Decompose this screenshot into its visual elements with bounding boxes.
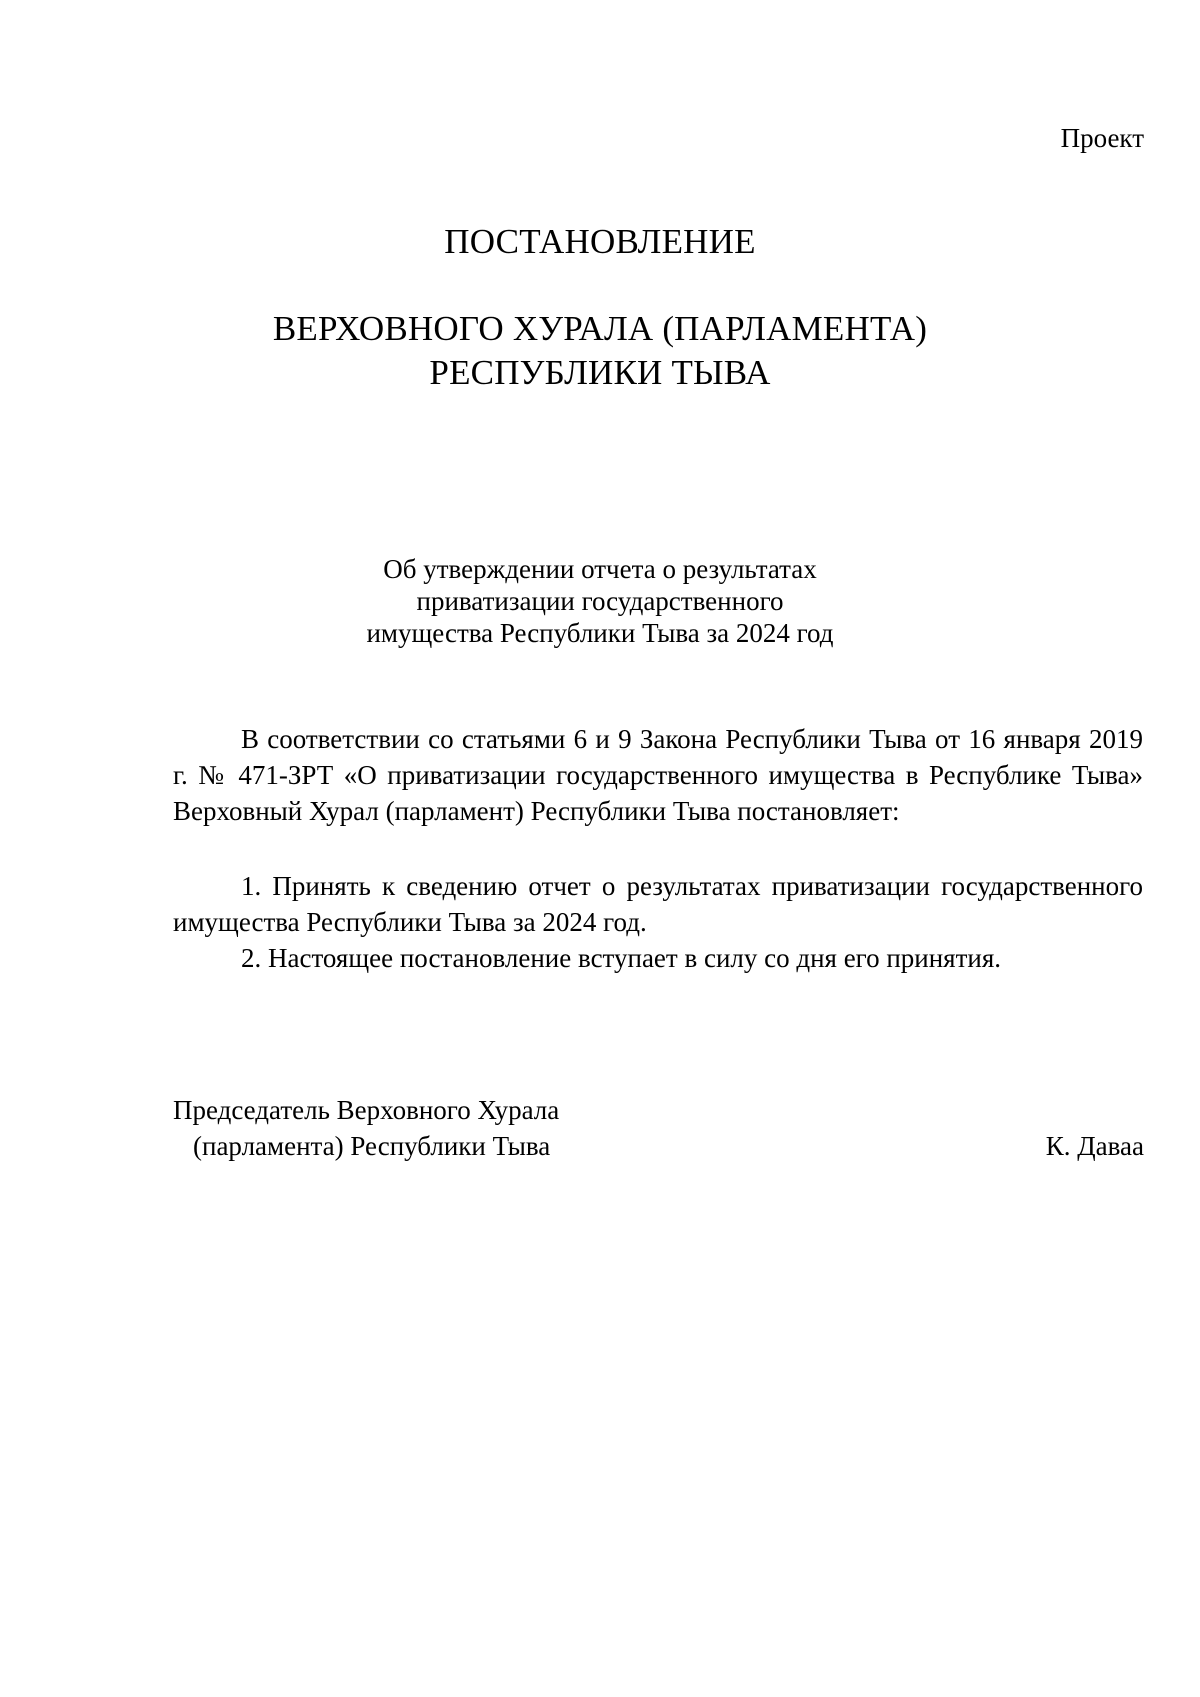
resolution-item-1: 1. Принять к сведению отчет о результатах приватизации государственного имущества Республики Тыва за 2024 год. [173, 871, 1143, 937]
signer-name: К. Даваа [1045, 1131, 1144, 1161]
issuer-heading [0, 307, 1200, 395]
document-title: ПОСТАНОВЛЕНИЕ [444, 222, 756, 261]
resolution-item-2: 2. Настоящее постановление вступает в силу со дня его принятия. [241, 943, 1002, 973]
subject-line: Об утверждении отчета о результатах [383, 554, 817, 584]
document-subject [0, 553, 1200, 649]
issuer-line: РЕСПУБЛИКИ ТЫВА [429, 353, 771, 392]
draft-label: Проект [1060, 123, 1144, 153]
subject-line: имущества Республики Тыва за 2024 год [366, 618, 834, 648]
issuer-line: ВЕРХОВНОГО ХУРАЛА (ПАРЛАМЕНТА) [272, 309, 928, 348]
subject-line: приватизации государственного [416, 586, 784, 616]
signature-position-line: Председатель Верховного Хурала [173, 1095, 560, 1125]
preamble-paragraph: В соответствии со статьями 6 и 9 Закона Республики Тыва от 16 января 2019 г. № 471-ЗРТ «О приватизации государственного имущества в Республике Тыва» Верховный Хурал (парламент) Республики Тыва постановляет: [173, 724, 1143, 826]
signature-position [173, 1092, 559, 1164]
signature-position-line: (парламента) Республики Тыва [193, 1131, 551, 1161]
